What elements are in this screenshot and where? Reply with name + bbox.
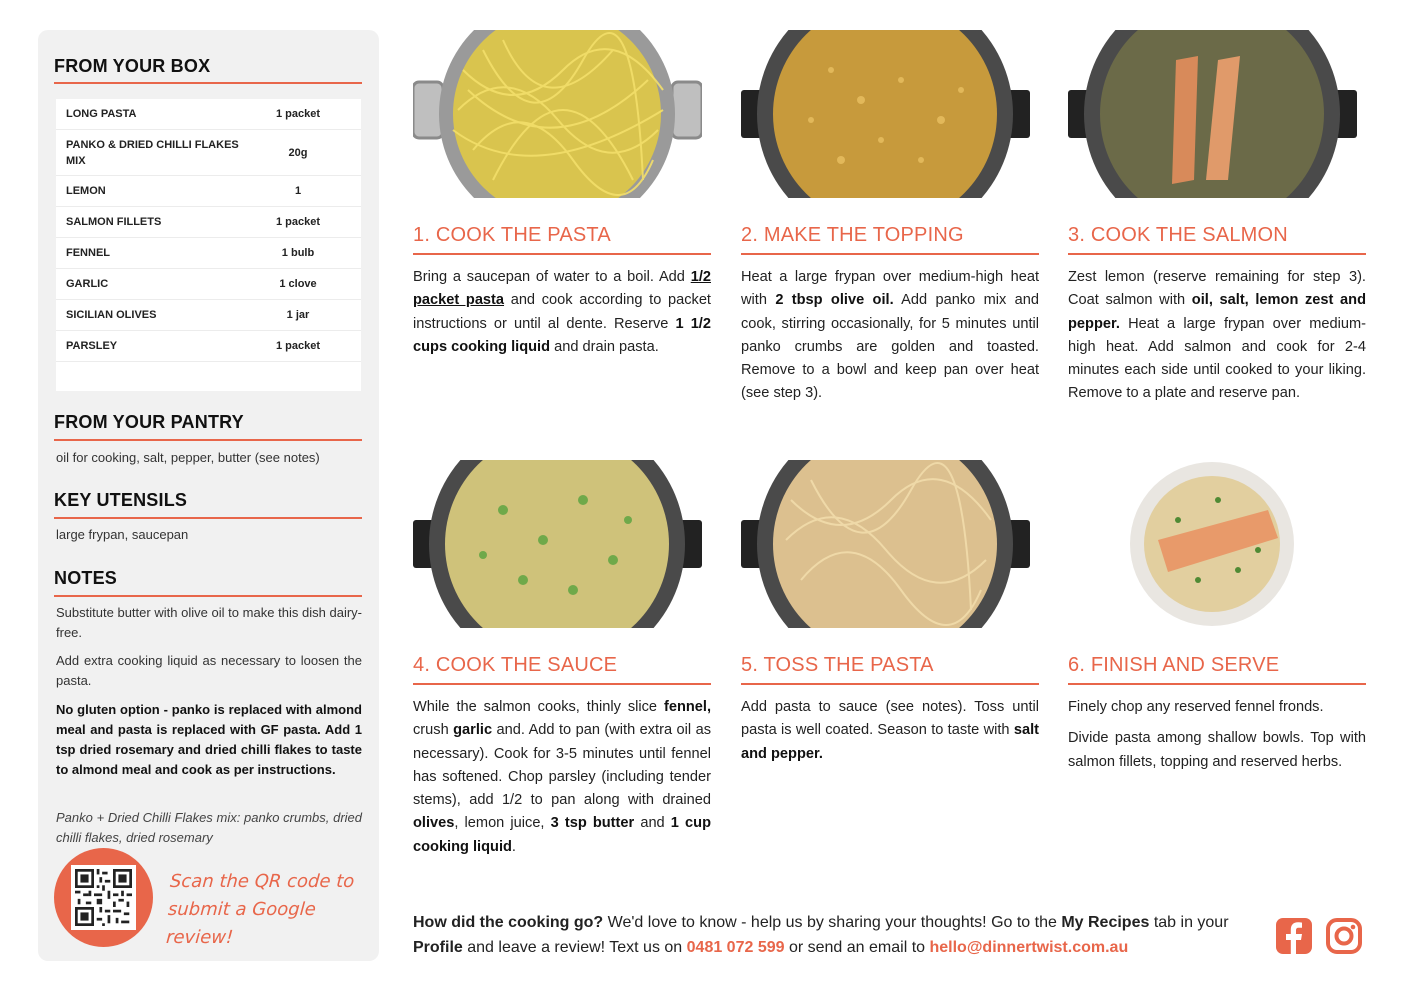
step-emphasis: 3 tsp butter [550, 815, 635, 832]
step-text: , lemon juice, [454, 815, 551, 832]
ingredient-row [56, 269, 361, 300]
qr-review-prompt [165, 868, 371, 952]
step-6-body [1068, 696, 1366, 774]
step-text: Add pasta to sauce (see notes). Toss until pasta is well coated. Season to taste with [741, 699, 1039, 739]
step-paragraph: Finely chop any reserved fennel fronds. [1068, 699, 1324, 715]
step-emphasis: 1 cup cooking liquid [413, 815, 711, 855]
step-5-title: 5. TOSS THE PASTA [741, 654, 1039, 685]
heading-rule [54, 517, 362, 519]
footer-text: and leave a review! Text us on [462, 939, 687, 956]
topping-pan-image [741, 30, 1030, 198]
ingredient-name: LEMON [66, 185, 106, 197]
ingredient-name: FENNEL [66, 247, 110, 259]
step-text: . [511, 838, 516, 855]
notes-heading: NOTES [54, 568, 118, 588]
ingredient-row [56, 300, 361, 331]
note-cooking-liquid: Add extra cooking liquid as necessary to loosen the pasta. [56, 653, 362, 688]
qr-text-line2: submit a Google review! [165, 899, 317, 948]
feedback-footer [413, 910, 1263, 960]
ingredient-row [56, 331, 361, 362]
email-link[interactable]: hello@dinnertwist.com.au [929, 939, 1129, 956]
ingredient-qty: 1 [294, 185, 302, 197]
ingredient-qty: 1 packet [275, 340, 321, 352]
step-text: crush [413, 722, 454, 739]
ingredient-row [56, 176, 361, 207]
step-3-title: 3. COOK THE SALMON [1068, 224, 1366, 255]
step-emphasis: salt and pepper. [741, 722, 1039, 762]
profile-label: Profile [413, 939, 463, 956]
ingredient-name: SALMON FILLETS [66, 216, 162, 228]
step-3-photo [1068, 30, 1357, 198]
ingredient-row [56, 238, 361, 269]
qr-badge [54, 848, 153, 947]
step-4-body [413, 696, 711, 859]
step-1-body [413, 266, 711, 359]
ingredients-table [56, 99, 361, 391]
step-4-title: 4. COOK THE SAUCE [413, 654, 711, 685]
ingredient-name: GARLIC [66, 278, 109, 290]
utensils-text: large frypan, saucepan [56, 527, 189, 542]
note-mix-contents: Panko + Dried Chilli Flakes mix: panko crumbs, dried chilli flakes, dried rosemary [56, 810, 362, 845]
step-1-photo [413, 30, 702, 198]
ingredient-name: LONG PASTA [66, 108, 137, 120]
note-dairy-free: Substitute butter with olive oil to make this dish dairy-free. [56, 605, 362, 640]
step-text: and [634, 815, 671, 832]
from-your-box-heading: FROM YOUR BOX [54, 56, 211, 76]
qr-text-line1: Scan the QR code to [169, 871, 356, 892]
facebook-icon[interactable] [1275, 917, 1313, 955]
step-emphasis: 1 1/2 cups cooking liquid [413, 315, 711, 355]
step-text: and drain pasta. [550, 338, 659, 355]
heading-rule [54, 595, 362, 597]
step-2-body [741, 266, 1039, 406]
step-6-title: 6. FINISH AND SERVE [1068, 654, 1366, 685]
from-your-pantry-heading: FROM YOUR PANTRY [54, 412, 244, 432]
step-emphasis: garlic [453, 722, 493, 739]
key-utensils-heading: KEY UTENSILS [54, 490, 188, 510]
step-3-body [1068, 266, 1366, 406]
footer-text: tab in your [1149, 914, 1229, 931]
ingredient-row [56, 130, 361, 176]
instagram-icon[interactable] [1325, 917, 1363, 955]
step-paragraph: Divide pasta among shallow bowls. Top with salmon fillets, topping and reserved herbs. [1068, 730, 1366, 770]
plated-dish-image [1068, 460, 1357, 628]
step-text: Add panko mix and cook, stirring occasionally, for 5 minutes until panko crumbs are golden and toasted. Remove to a bowl and keep pan over heat (see step 3). [741, 292, 1039, 402]
step-text: Bring a saucepan of water to a boil. Add [413, 269, 691, 285]
step-2-photo [741, 30, 1030, 198]
step-4-photo [413, 460, 702, 628]
step-5-photo [741, 460, 1030, 628]
pantry-text: oil for cooking, salt, pepper, butter (see notes) [56, 450, 320, 465]
step-6-photo [1068, 460, 1357, 628]
pasta-pot-image [413, 30, 702, 198]
ingredient-qty: 1 packet [275, 108, 321, 120]
qr-code[interactable] [71, 865, 136, 930]
ingredient-qty: 1 bulb [281, 247, 315, 259]
step-emphasis: oil, salt, lemon zest and pepper. [1068, 292, 1366, 332]
ingredient-row [56, 99, 361, 130]
ingredient-name: PARSLEY [66, 340, 118, 352]
qr-code-icon [75, 869, 132, 926]
step-text: and cook according to packet instructions or until al dente. Reserve [413, 292, 711, 332]
step-emphasis: 1/2 packet pasta [413, 269, 711, 309]
step-text: and. Add to pan (with extra oil as necessary). Cook for 3-5 minutes until fennel has softened. Chop parsley (including tender stems), add 1/2 to pan along with drained [413, 722, 711, 809]
step-emphasis: 2 tbsp olive oil. [775, 292, 894, 309]
ingredient-name: SICILIAN OLIVES [66, 309, 157, 321]
salmon-pan-image [1068, 30, 1357, 198]
step-emphasis: fennel, [663, 699, 711, 715]
step-emphasis: olives [413, 815, 455, 832]
tossed-pasta-image [741, 460, 1030, 628]
ingredients-sidebar [38, 30, 379, 961]
heading-rule [54, 82, 362, 84]
ingredient-qty: 20g [288, 146, 308, 159]
ingredient-qty: 1 jar [286, 309, 310, 321]
note-gluten-free: No gluten option - panko is replaced with almond meal and pasta is replaced with GF pasta. Add 1 tsp dried rosemary and dried chilli flakes to taste to almond meal and cook as per instructions. [56, 702, 362, 777]
step-text: Zest lemon (reserve remaining for step 3). Coat salmon with [1068, 269, 1366, 309]
step-2-title: 2. MAKE THE TOPPING [741, 224, 1039, 255]
footer-text: We'd love to know - help us by sharing your thoughts! Go to the [603, 914, 1062, 931]
my-recipes-label: My Recipes [1061, 914, 1150, 931]
heading-rule [54, 439, 362, 441]
ingredient-row [56, 207, 361, 238]
step-text: Heat a large frypan over medium-high heat with [741, 269, 1039, 309]
ingredient-qty: 1 clove [279, 278, 317, 290]
sauce-pan-image [413, 460, 702, 628]
footer-text: or send an email to [784, 939, 930, 956]
ingredient-qty: 1 packet [275, 216, 321, 228]
feedback-question: How did the cooking go? [413, 914, 604, 931]
step-text: Heat a large frypan over medium-high heat. Add salmon and cook for 2-4 minutes each side until cooked to your liking. Remove to a plate and reserve pan. [1068, 315, 1366, 402]
step-1-title: 1. COOK THE PASTA [413, 224, 711, 255]
step-text: While the salmon cooks, thinly slice [413, 699, 664, 715]
phone-link[interactable]: 0481 072 599 [686, 939, 785, 956]
ingredient-name: PANKO & DRIED CHILLI FLAKES MIX [66, 138, 239, 167]
step-5-body [741, 696, 1039, 766]
